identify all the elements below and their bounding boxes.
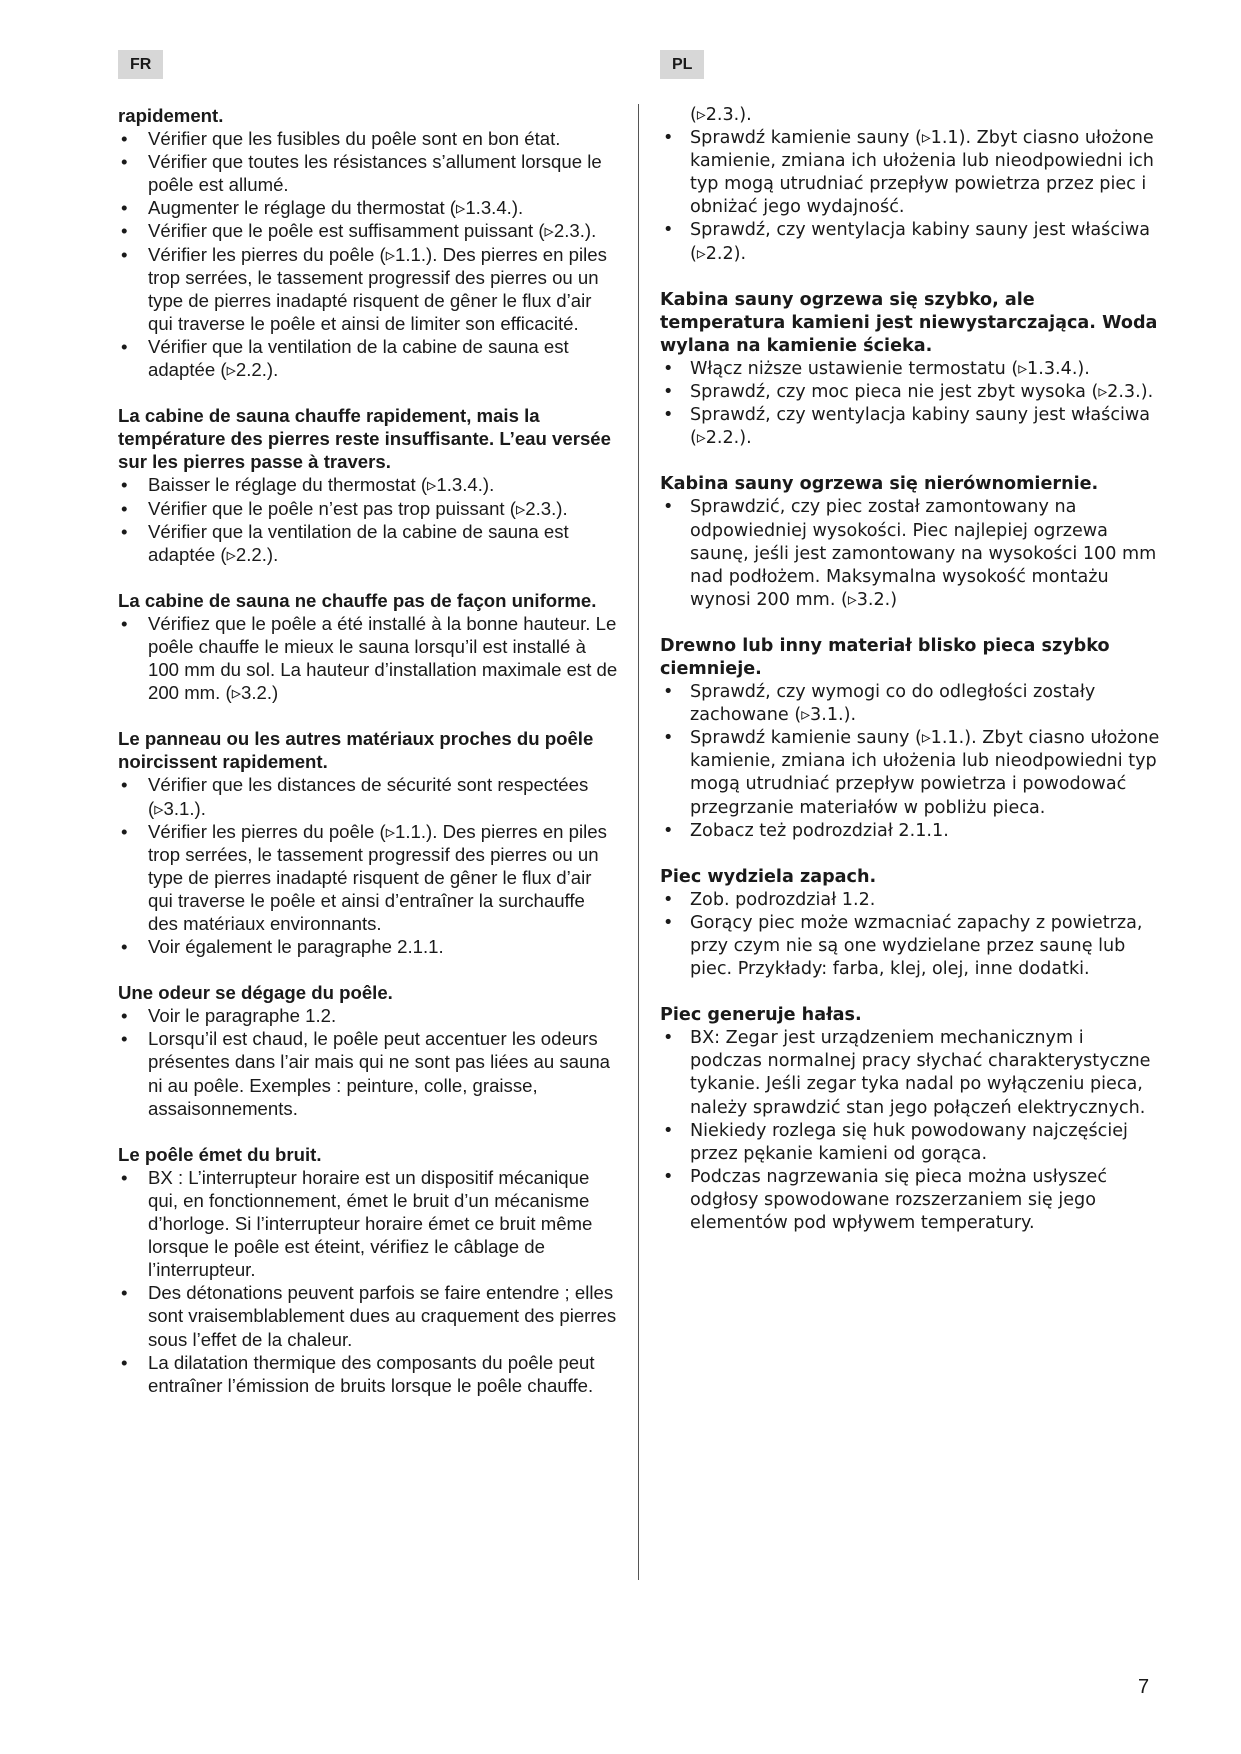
list-item: • Vérifier que les fusibles du poêle sont en bon état. [118, 127, 620, 150]
list-item: • Zobacz też podrozdział 2.1.1. [660, 820, 1160, 843]
section-heading: La cabine de sauna chauffe rapidement, mais la température des pierres reste insuffisante. L’eau versée sur les pierres passe à travers. [118, 405, 611, 473]
list-item: • Voir le paragraphe 1.2. [118, 1004, 620, 1027]
pl-section-materials-darken [660, 635, 1160, 843]
list-item: • Sprawdź, czy wymogi co do odległości zostały zachowane (▹3.1.). [660, 681, 1160, 727]
list-item: • Sprawdź, czy wentylacja kabiny sauny jest właściwa (▹2.2.). [660, 404, 1160, 450]
page-number: 7 [1138, 1676, 1150, 1698]
list-item: • Sprawdzić, czy piec został zamontowany na odpowiedniej wysokości. Piec najlepiej ogrzewa saunę, jeśli jest zamontowany na wysokości 100 mm nad podłożem. Maksymalna wysokość montażu wynosi 200 mm. (▹3.2.) [660, 496, 1160, 611]
list-item: • Vérifiez que le poêle a été installé à la bonne hauteur. Le poêle chauffe le mieux le sauna lorsqu’il est installé à 100 mm du sol. La hauteur d’installation maximale est de 200 mm. (▹3.2.) [118, 612, 620, 704]
list-item: • BX: Zegar jest urządzeniem mechanicznym i podczas normalnej pracy słychać charakterystyczne tykanie. Jeśli zegar tyka nadal po wyłączeniu pieca, należy sprawdzić stan jego połączeń elektrycznych. [660, 1027, 1160, 1119]
language-tag-fr: FR [118, 50, 163, 79]
list-item: • Des détonations peuvent parfois se faire entendre ; elles sont vraisemblablement dues au craquement des pierres sous l’effet de la chaleur. [118, 1281, 620, 1350]
list-item: • Vérifier que la ventilation de la cabine de sauna est adaptée (▹2.2.). [118, 335, 620, 381]
fr-section-odour [118, 981, 620, 1120]
section-heading: Piec wydziela zapach. [660, 866, 877, 887]
list-item: • Augmenter le réglage du thermostat (▹1.3.4.). [118, 196, 620, 219]
list-item: • Vérifier que la ventilation de la cabine de sauna est adaptée (▹2.2.). [118, 520, 620, 566]
section-heading: Kabina sauny ogrzewa się szybko, ale temperatura kamieni jest niewystarczająca. Woda wylana na kamienie ścieka. [660, 289, 1158, 356]
bullet-list [660, 1027, 1160, 1235]
section-heading: Kabina sauny ogrzewa się nierównomiernie. [660, 474, 1099, 495]
column-divider [638, 104, 639, 1580]
list-item: • Gorący piec może wzmacniać zapachy z powietrza, przy czym nie są one wydzielane przez saunę lub piec. Przykłady: farba, klej, olej, inne dodatki. [660, 912, 1160, 981]
list-item: • Zob. podrozdział 1.2. [660, 889, 1160, 912]
section-heading: rapidement. [118, 105, 224, 126]
section-heading: Le panneau ou les autres matériaux proches du poêle noircissent rapidement. [118, 728, 594, 773]
list-item: • Lorsqu’il est chaud, le poêle peut accentuer les odeurs présentes dans l’air mais qui ne sont pas liées au sauna ni au poêle. Exemples : peinture, colle, graisse, assaisonnements. [118, 1027, 620, 1119]
fr-section-materials-darken [118, 727, 620, 958]
list-item: • Vérifier que le poêle est suffisamment puissant (▹2.3.). [118, 219, 620, 242]
bullet-list [660, 681, 1160, 843]
list-item: • Niekiedy rozlega się huk powodowany najczęściej przez pękanie kamieni od gorąca. [660, 1120, 1160, 1166]
pl-section-uneven-heat [660, 473, 1160, 612]
bullet-list [118, 612, 620, 704]
section-heading: Une odeur se dégage du poêle. [118, 982, 393, 1004]
list-item: • Sprawdź, czy moc pieca nie jest zbyt wysoka (▹2.3.). [660, 381, 1160, 404]
bullet-list [118, 773, 620, 958]
bullet-list [118, 473, 620, 565]
list-item: • Sprawdź kamienie sauny (▹1.1). Zbyt ciasno ułożone kamienie, zmiana ich ułożenia lub nieodpowiedni ich typ mogą utrudniać przepływ powietrza przez piec i obniżać jego wydajność. [660, 127, 1160, 219]
list-item: • Podczas nagrzewania się pieca można usłyszeć odgłosy spowodowane rozszerzaniem się jego elementów pod wpływem temperatury. [660, 1166, 1160, 1235]
fr-section-intro [118, 104, 620, 381]
bullet-list [118, 127, 620, 381]
list-item: • La dilatation thermique des composants du poêle peut entraîner l’émission de bruits lorsque le poêle chauffe. [118, 1351, 620, 1397]
pl-section-noise [660, 1004, 1160, 1235]
section-heading: La cabine de sauna ne chauffe pas de façon uniforme. [118, 589, 597, 611]
bullet-list [660, 358, 1160, 450]
column-pl [660, 104, 1160, 1258]
list-item: • Vérifier les pierres du poêle (▹1.1.). Des pierres en piles trop serrées, le tassement progressif des pierres ou un type de pierres inadapté risquent de gêner le flux d’air qui traverse le poêle et ainsi de limiter son efficacité. [118, 243, 620, 335]
bullet-list [118, 1166, 620, 1397]
list-item: • Vérifier que le poêle n’est pas trop puissant (▹2.3.). [118, 497, 620, 520]
list-item: • Włącz niższe ustawienie termostatu (▹1.3.4.). [660, 358, 1160, 381]
list-item: • Vérifier que les distances de sécurité sont respectées (▹3.1.). [118, 773, 620, 819]
section-heading: Le poêle émet du bruit. [118, 1143, 322, 1165]
bullet-list [660, 496, 1160, 611]
pl-section-stones-not-hot [660, 289, 1160, 451]
list-item: • BX : L’interrupteur horaire est un dispositif mécanique qui, en fonctionnement, émet le bruit d’un mécanisme d’horloge. Si l’interrupteur horaire émet ce bruit même lorsque le poêle est éteint, vérifiez le câblage de l’interrupteur. [118, 1166, 620, 1281]
section-heading: Piec generuje hałas. [660, 1005, 862, 1026]
column-fr [118, 104, 620, 1420]
fr-section-stones-not-hot [118, 404, 620, 566]
list-item: • Baisser le réglage du thermostat (▹1.3.4.). [118, 473, 620, 496]
fr-section-uneven-heat [118, 589, 620, 704]
continuation-text: (▹2.3.). [690, 105, 752, 125]
list-item: • Vérifier que toutes les résistances s’allument lorsque le poêle est allumé. [118, 150, 620, 196]
fr-section-noise [118, 1143, 620, 1397]
bullet-list [660, 889, 1160, 981]
pl-section-odour [660, 866, 1160, 981]
bullet-list [118, 1004, 620, 1119]
bullet-list [660, 127, 1160, 266]
list-item: • Sprawdź, czy wentylacja kabiny sauny jest właściwa (▹2.2). [660, 219, 1160, 265]
list-item: • Voir également le paragraphe 2.1.1. [118, 935, 620, 958]
list-item: • Sprawdź kamienie sauny (▹1.1.). Zbyt ciasno ułożone kamienie, zmiana ich ułożenia lub nieodpowiedni typ mogą utrudniać przepływ powietrza i powodować przegrzanie materiałów w pobliżu pieca. [660, 727, 1160, 819]
list-item: • Vérifier les pierres du poêle (▹1.1.). Des pierres en piles trop serrées, le tassement progressif des pierres ou un type de pierres inadapté risquent de gêner le flux d’air qui traverse le poêle et ainsi d’entraîner la surchauffe des matériaux environnants. [118, 820, 620, 935]
language-tag-pl: PL [660, 50, 704, 79]
pl-section-intro [660, 104, 1160, 266]
section-heading: Drewno lub inny materiał blisko pieca szybko ciemnieje. [660, 635, 1110, 679]
